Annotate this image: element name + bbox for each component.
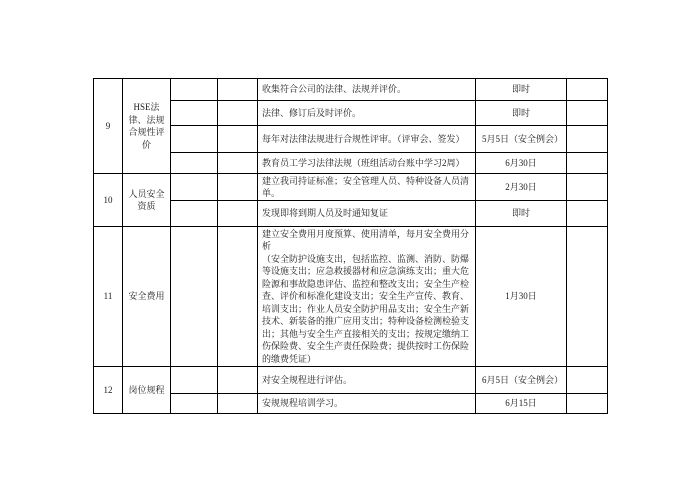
blank-cell — [218, 394, 258, 414]
table-row — [94, 367, 608, 394]
blank-cell — [171, 394, 218, 414]
item-cell: 人员安全资质 — [123, 174, 171, 227]
blank-cell — [171, 101, 218, 126]
blank-cell — [567, 126, 608, 153]
time-cell: 即时 — [476, 79, 567, 101]
table-row — [94, 394, 608, 414]
plan-table — [93, 78, 608, 414]
blank-cell — [218, 227, 258, 367]
blank-cell — [171, 126, 218, 153]
content-cell — [258, 227, 476, 367]
content-cell: 发现即将到期人员及时通知复证 — [258, 201, 476, 227]
blank-cell — [567, 201, 608, 227]
table-row — [94, 79, 608, 101]
blank-cell — [171, 174, 218, 201]
blank-cell — [567, 79, 608, 101]
content-cell: 安规规程培训学习。 — [258, 394, 476, 414]
blank-cell — [567, 153, 608, 174]
blank-cell — [171, 153, 218, 174]
table-row — [94, 174, 608, 201]
table-row — [94, 153, 608, 174]
blank-cell — [567, 101, 608, 126]
row-number-cell: 12 — [94, 367, 123, 414]
table-row — [94, 101, 608, 126]
content-cell: 每年对法律法规进行合规性评审。（评审会、签发） — [258, 126, 476, 153]
row-number-cell: 9 — [94, 79, 123, 174]
blank-cell — [567, 227, 608, 367]
table-row — [94, 227, 608, 367]
table-row — [94, 201, 608, 227]
time-cell: 6月5日（安全例会） — [476, 367, 567, 394]
blank-cell — [567, 367, 608, 394]
content-cell: 教育员工学习法律法规（班组活动台账中学习2周） — [258, 153, 476, 174]
blank-cell — [218, 101, 258, 126]
table-row — [94, 126, 608, 153]
time-cell: 即时 — [476, 101, 567, 126]
blank-cell — [171, 367, 218, 394]
blank-cell — [567, 394, 608, 414]
content-cell: 法律、修订后及时评价。 — [258, 101, 476, 126]
row-number-cell: 10 — [94, 174, 123, 227]
blank-cell — [218, 367, 258, 394]
blank-cell — [218, 201, 258, 227]
content-cell: 对安全规程进行评估。 — [258, 367, 476, 394]
content-summary: 建立安全费用月度预算、使用清单，每月安全费用分析 — [262, 228, 470, 252]
blank-cell — [218, 79, 258, 101]
time-cell: 1月30日 — [476, 227, 567, 367]
item-cell: 岗位规程 — [123, 367, 171, 414]
item-cell: 安全费用 — [123, 227, 171, 367]
time-cell: 6月30日 — [476, 153, 567, 174]
blank-cell — [171, 227, 218, 367]
blank-cell — [171, 79, 218, 101]
blank-cell — [171, 201, 218, 227]
blank-cell — [567, 174, 608, 201]
content-detail: （安全防护设施支出，包括监控、监测、消防、防爆等设施支出；应急救援器材和应急演练支出；重大危险源和事故隐患评估、监控和整改支出；安全生产检查、评价和标准化建设支出；安全生产宣传、教育、培训支出；作业人员安全防护用品支出；安全生产新技术、新装备的推广应用支出；特种设备检测检验支出；其他与安全生产直接相关的支出；按规定缴纳工伤保险费、安全生产责任保险费；提供按时工伤保险的缴费凭证） — [262, 253, 470, 364]
time-cell: 2月30日 — [476, 174, 567, 201]
time-cell: 即时 — [476, 201, 567, 227]
item-cell: HSE法律、法规合规性评价 — [123, 79, 171, 174]
blank-cell — [218, 126, 258, 153]
time-cell: 6月15日 — [476, 394, 567, 414]
content-cell: 建立我司持证标准；安全管理人员、特种设备人员清单。 — [258, 174, 476, 201]
blank-cell — [218, 153, 258, 174]
time-cell: 5月5日（安全例会） — [476, 126, 567, 153]
row-number-cell: 11 — [94, 227, 123, 367]
blank-cell — [218, 174, 258, 201]
content-cell: 收集符合公司的法律、法规并评价。 — [258, 79, 476, 101]
